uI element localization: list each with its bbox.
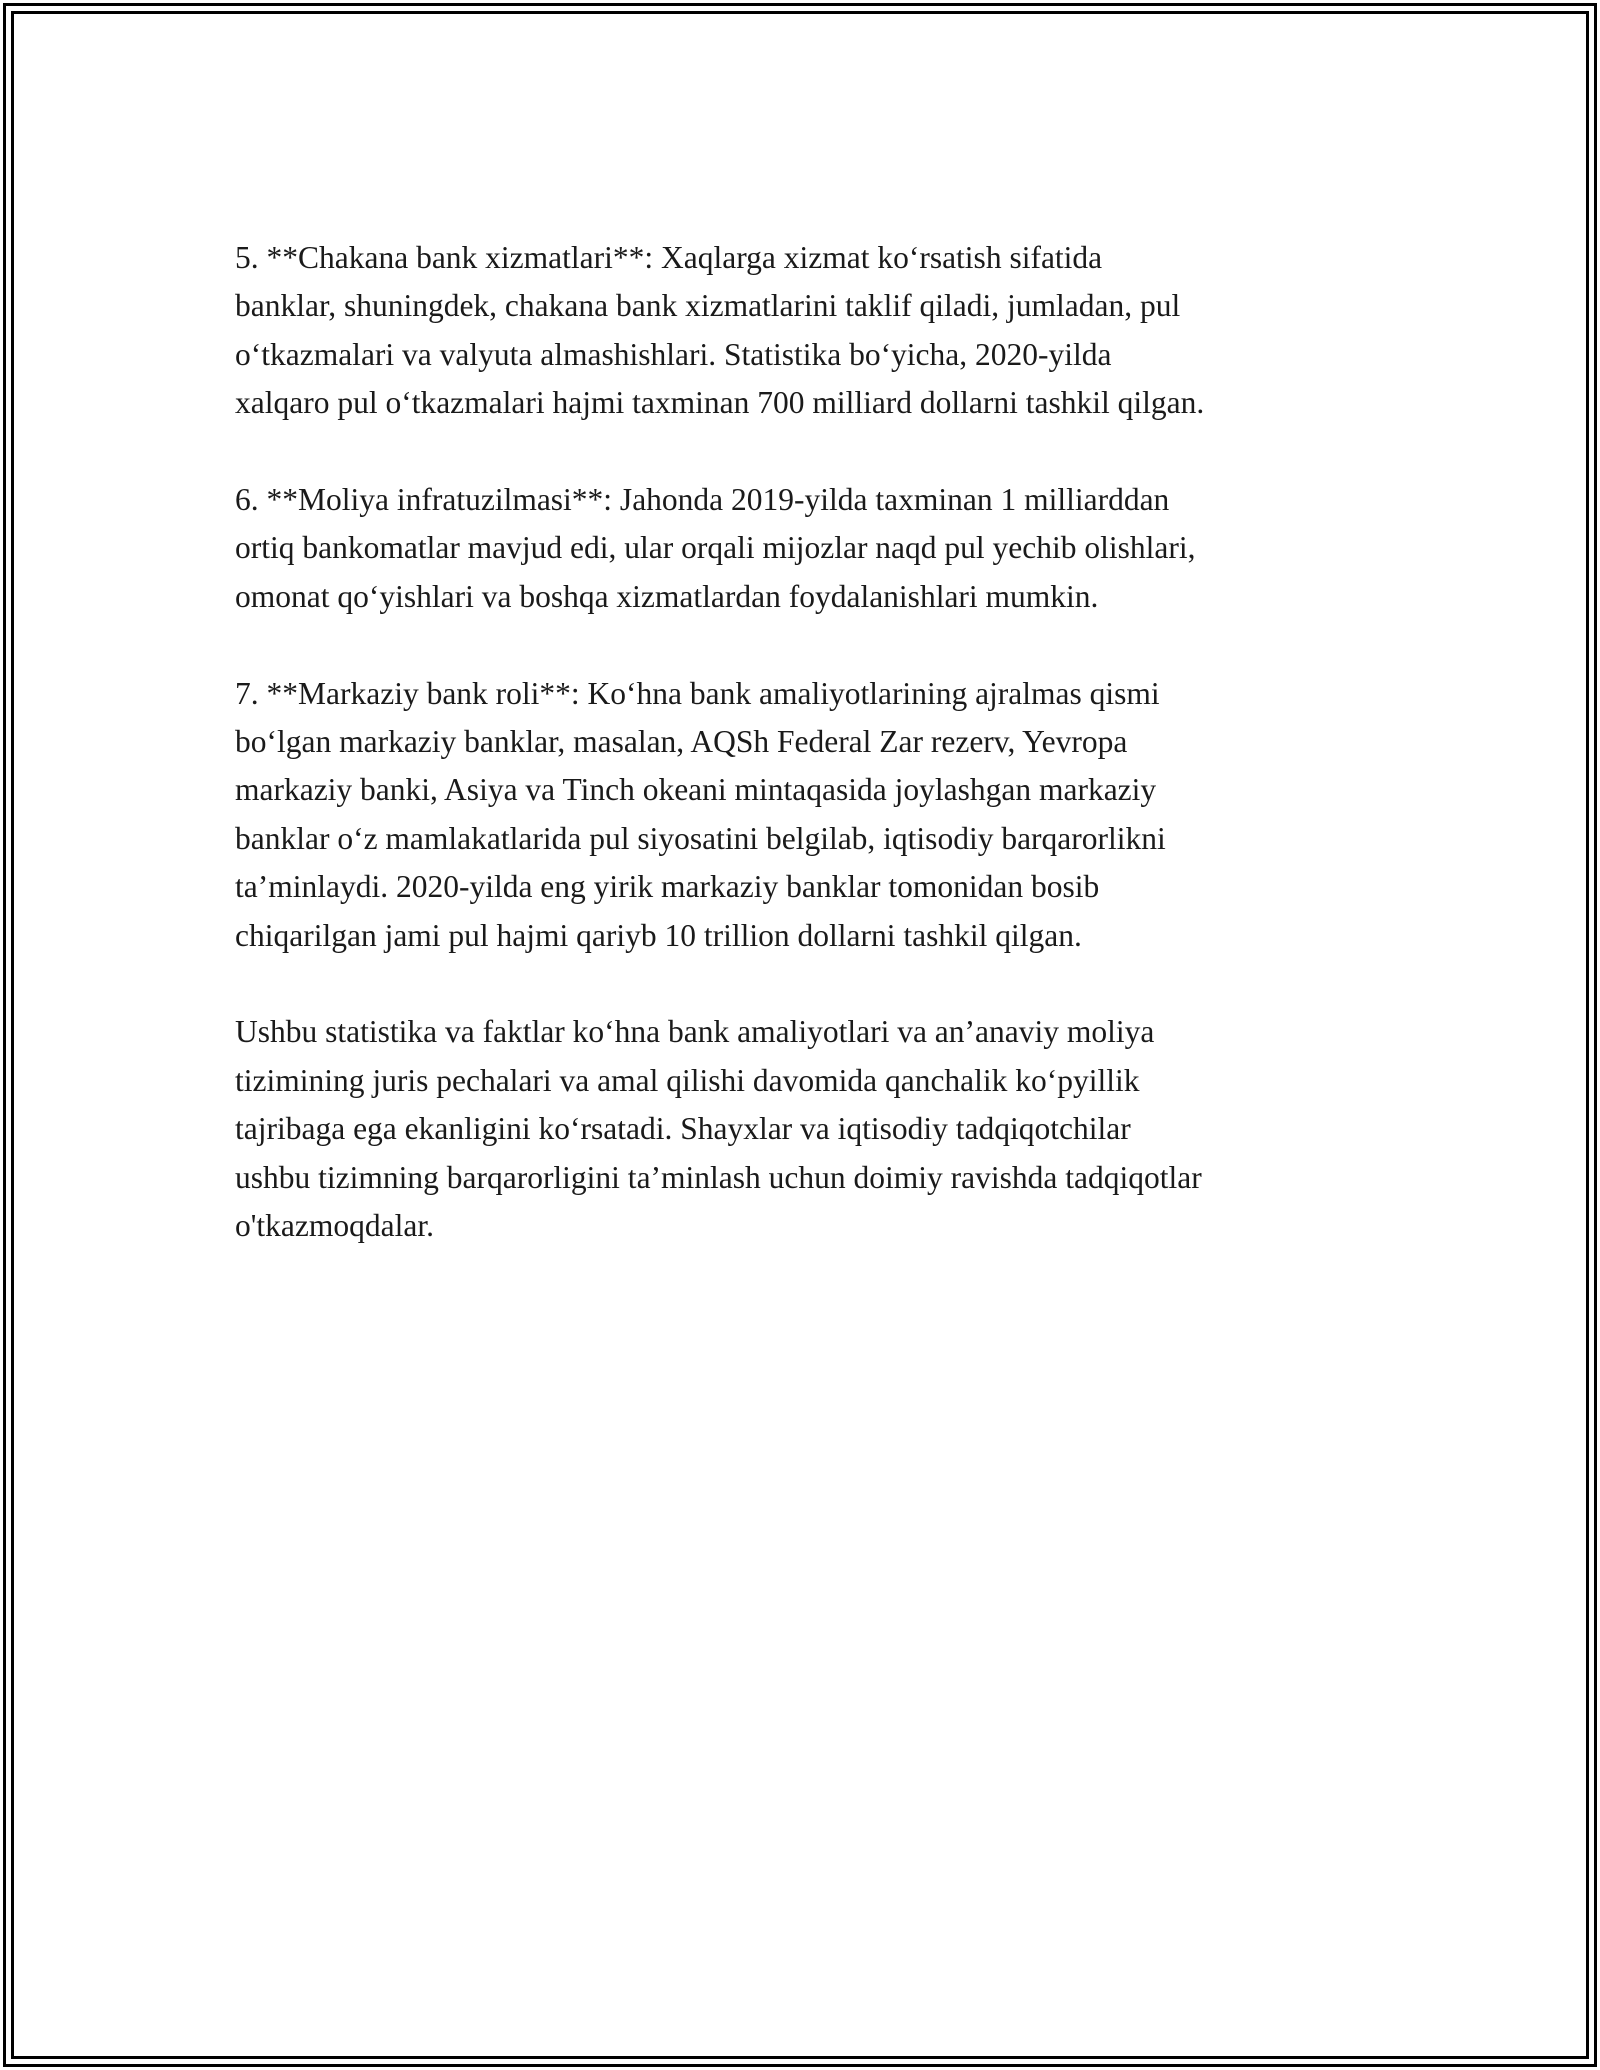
text-line: xalqaro pul oʻtkazmalari hajmi taxminan 700 milliard dollarni tashkil qilgan. — [235, 385, 1205, 421]
text-line: markaziy banki, Asiya va Tinch okeani mintaqasida joylashgan markaziy — [235, 772, 1157, 808]
text-line: boʻlgan markaziy banklar, masalan, AQSh Federal Zar rezerv, Yevropa — [235, 724, 1128, 760]
paragraph-conclusion — [235, 1008, 1365, 1250]
text-line: tizimining juris pechalari va amal qilishi davomida qanchalik koʻpyillik — [235, 1062, 1140, 1098]
text-line: 7. **Markaziy bank roli**: Koʻhna bank amaliyotlarining ajralmas qismi — [235, 675, 1160, 711]
text-line: ortiq bankomatlar mavjud edi, ular orqali mijozlar naqd pul yechib olishlari, — [235, 530, 1196, 566]
text-line: 5. **Chakana bank xizmatlari**: Xaqlarga xizmat koʻrsatish sifatida — [235, 240, 1103, 275]
text-line: banklar, shuningdek, chakana bank xizmatlarini taklif qiladi, jumladan, pul — [235, 288, 1181, 324]
text-line: omonat qoʻyishlari va boshqa xizmatlardan foydalanishlari mumkin. — [235, 578, 1099, 614]
text-line: ta’minlaydi. 2020-yilda eng yirik markaziy banklar tomonidan bosib — [235, 869, 1100, 905]
text-line: oʻtkazmalari va valyuta almashishlari. Statistika boʻyicha, 2020-yilda — [235, 336, 1112, 372]
text-line: tajribaga ega ekanligini koʻrsatadi. Shayxlar va iqtisodiy tadqiqotchilar — [235, 1111, 1131, 1147]
document-body — [235, 234, 1365, 1299]
text-line: chiqarilgan jami pul hajmi qariyb 10 trillion dollarni tashkil qilgan. — [235, 917, 1082, 953]
paragraph-financial-infrastructure — [235, 476, 1365, 621]
text-line: 6. **Moliya infratuzilmasi**: Jahonda 2019-yilda taxminan 1 milliarddan — [235, 482, 1170, 518]
paragraph-retail-banking — [235, 234, 1365, 428]
text-line: o'tkazmoqdalar. — [235, 1208, 434, 1244]
text-line: ushbu tizimning barqarorligini ta’minlash uchun doimiy ravishda tadqiqotlar — [235, 1159, 1202, 1195]
text-line: banklar oʻz mamlakatlarida pul siyosatini belgilab, iqtisodiy barqarorlikni — [235, 820, 1166, 856]
text-line: Ushbu statistika va faktlar koʻhna bank amaliyotlari va an’anaviy moliya — [235, 1014, 1155, 1050]
paragraph-central-bank-role — [235, 670, 1365, 960]
